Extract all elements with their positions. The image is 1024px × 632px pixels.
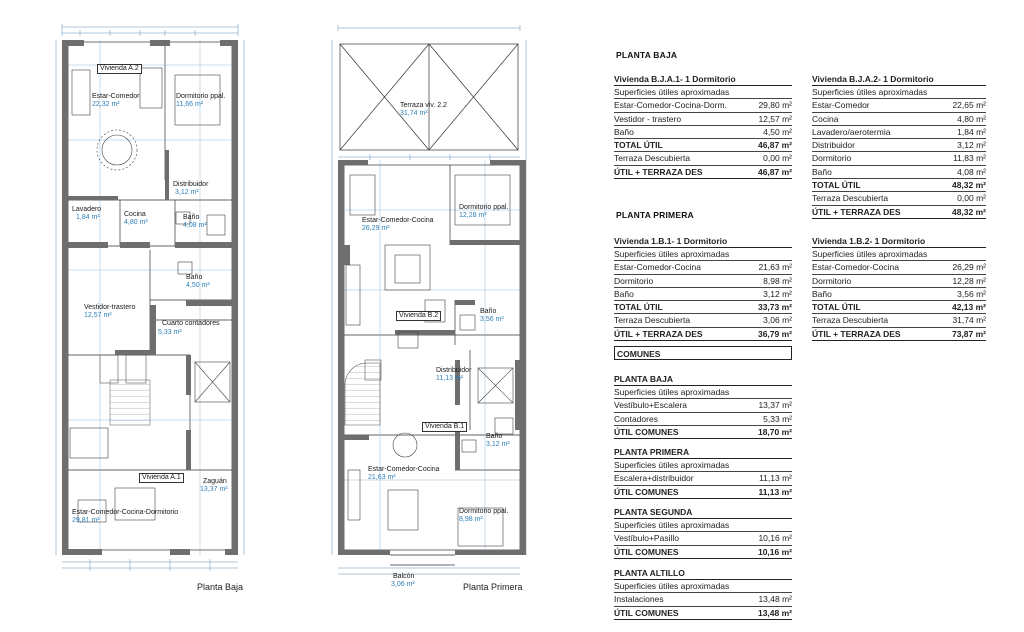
pb-room-name-zaguan: Zaguán xyxy=(203,478,227,485)
table-vivienda-1b1 xyxy=(614,235,792,341)
planta-baja-caption: Planta Baja xyxy=(197,582,244,592)
pp-room-area-dormitorio-b2: 12,28 m² xyxy=(459,212,487,219)
pb-room-name-lavadero: Lavadero xyxy=(72,206,102,213)
planta-primera-caption: Planta Primera xyxy=(463,582,523,592)
table-vivienda-bja1 xyxy=(614,73,792,179)
pp-room-name-estar-b2: Estar-Comedor-Cocina xyxy=(362,217,434,224)
pp-room-area-distribuidor: 11,13 m² xyxy=(436,375,464,382)
table-vivienda-bja2 xyxy=(812,73,986,219)
pp-room-name-bano-b2: Baño xyxy=(480,308,497,315)
table-row: Estar-Comedor 22,65 m² xyxy=(812,99,986,112)
table-row: Terraza Descubierta 0,00 m² xyxy=(614,152,792,165)
table-row-total: TOTAL ÚTIL 46,87 m² xyxy=(614,139,792,152)
pb-room-area-estar-dormitorio: 29,81 m² xyxy=(72,517,100,524)
table-title: Vivienda B.J.A.1- 1 Dormitorio xyxy=(614,73,792,86)
pb-room-name-estar-dormitorio: Estar-Comedor-Cocina-Dormitorio xyxy=(72,509,179,516)
pb-room-area-zaguan: 13,37 m² xyxy=(200,486,228,493)
table-title: PLANTA SEGUNDA xyxy=(614,506,792,519)
table-title: PLANTA BAJA xyxy=(614,373,792,386)
pb-room-area-contadores: 5,33 m² xyxy=(158,329,182,336)
heading-planta-primera: PLANTA PRIMERA xyxy=(616,210,694,220)
planta-baja-stairs xyxy=(110,380,150,425)
table-row: Terraza Descubierta 0,00 m² xyxy=(812,192,986,205)
table-row: Lavadero/aerotermia 1,84 m² xyxy=(812,126,986,139)
pb-room-name-vivienda-a1: Vivienda A.1 xyxy=(139,473,184,483)
pp-room-name-terraza: Terraza viv. 2.2 xyxy=(400,102,447,109)
pp-room-name-estar-b1: Estar-Comedor-Cocina xyxy=(368,466,440,473)
table-subtitle: Superficies útiles aproximadas xyxy=(614,519,792,532)
pb-room-name-bano-2: Baño xyxy=(186,274,203,281)
pp-room-name-distribuidor: Distribuidor xyxy=(436,367,472,374)
pp-room-name-balcon: Balcón xyxy=(393,573,415,580)
pp-room-area-terraza: 31,74 m² xyxy=(400,110,428,117)
pb-room-name-vivienda-a2: Vivienda A.2 xyxy=(97,64,142,74)
table-row: Estar-Comedor-Cocina 21,63 m² xyxy=(614,261,792,274)
table-row: Terraza Descubierta 3,06 m² xyxy=(614,314,792,327)
table-row: Baño 3,56 m² xyxy=(812,288,986,301)
pb-room-name-cocina: Cocina xyxy=(124,211,146,218)
pp-room-name-dormitorio-b2: Dormitorio ppal. xyxy=(459,204,509,211)
pp-room-area-bano-b2: 3,56 m² xyxy=(480,316,504,323)
table-subtitle: Superficies útiles aproximadas xyxy=(614,248,792,261)
table-comunes-planta-primera xyxy=(614,446,792,499)
table-comunes-planta-segunda xyxy=(614,506,792,559)
table-row-grand-total: ÚTIL + TERRAZA DES 46,87 m² xyxy=(614,166,792,179)
pb-room-name-estar-comedor: Estar-Comedor xyxy=(92,93,140,100)
table-row-grand-total: ÚTIL + TERRAZA DES 73,87 m² xyxy=(812,328,986,341)
table-title: PLANTA PRIMERA xyxy=(614,446,792,459)
table-row: Vestíbulo+Escalera 13,37 m² xyxy=(614,399,792,412)
table-row: Baño 4,08 m² xyxy=(812,166,986,179)
table-row: Vestidor - trastero 12,57 m² xyxy=(614,113,792,126)
table-row-grand-total: ÚTIL + TERRAZA DES 36,79 m² xyxy=(614,328,792,341)
pb-room-area-bano-1: 4,08 m² xyxy=(183,222,207,229)
table-row-total: ÚTIL COMUNES 10,16 m² xyxy=(614,546,792,559)
pb-room-area-distribuidor: 3,12 m² xyxy=(175,189,199,196)
pp-room-name-dormitorio-b1: Dormitorio ppal. xyxy=(459,508,509,515)
table-row-total: ÚTIL COMUNES 18,70 m² xyxy=(614,426,792,439)
pb-room-area-dormitorio: 11,66 m² xyxy=(176,101,204,108)
table-row-total: TOTAL ÚTIL 48,32 m² xyxy=(812,179,986,192)
pb-room-name-vestidor: Vestidor-trastero xyxy=(84,304,136,311)
table-row: Baño 4,50 m² xyxy=(614,126,792,139)
table-comunes-planta-altillo xyxy=(614,567,792,620)
pb-room-area-vestidor: 12,57 m² xyxy=(84,312,112,319)
table-row-total: TOTAL ÚTIL 33,73 m² xyxy=(614,301,792,314)
pp-room-area-balcon: 3,06 m² xyxy=(391,581,415,588)
table-row: Terraza Descubierta 31,74 m² xyxy=(812,314,986,327)
table-subtitle: Superficies útiles aproximadas xyxy=(614,580,792,593)
pp-room-name-bano-b1: Baño xyxy=(486,433,503,440)
pb-room-area-lavadero: 1,84 m² xyxy=(76,214,100,221)
table-row: Estar-Comedor-Cocina-Dorm. 29,80 m² xyxy=(614,99,792,112)
table-subtitle: Superficies útiles aproximadas xyxy=(614,386,792,399)
table-subtitle: Superficies útiles aproximadas xyxy=(812,86,986,99)
pb-room-area-estar-comedor: 22,32 m² xyxy=(92,101,120,108)
table-title: Vivienda 1.B.1- 1 Dormitorio xyxy=(614,235,792,248)
pb-room-name-bano-1: Baño xyxy=(183,214,200,221)
pp-room-name-vivienda-b1: Vivienda B.1 xyxy=(422,422,467,432)
table-subtitle: Superficies útiles aproximadas xyxy=(812,248,986,261)
pp-room-area-estar-b1: 21,63 m² xyxy=(368,474,396,481)
table-row: Dormitorio 11,83 m² xyxy=(812,152,986,165)
table-title: PLANTA ALTILLO xyxy=(614,567,792,580)
table-row-total: TOTAL ÚTIL 42,13 m² xyxy=(812,301,986,314)
pb-room-area-bano-2: 4,50 m² xyxy=(186,282,210,289)
table-row-total: ÚTIL COMUNES 13,48 m² xyxy=(614,607,792,620)
table-row: Dormitorio 12,28 m² xyxy=(812,275,986,288)
table-title: Vivienda 1.B.2- 1 Dormitorio xyxy=(812,235,986,248)
table-comunes-planta-baja xyxy=(614,373,792,439)
table-row: Distribuidor 3,12 m² xyxy=(812,139,986,152)
pp-room-name-vivienda-b2: Vivienda B.2 xyxy=(396,311,441,321)
pb-room-name-contadores: Cuarto contadores xyxy=(162,320,220,327)
pb-room-name-distribuidor: Distribuidor xyxy=(173,181,209,188)
table-row: Instalaciones 13,48 m² xyxy=(614,593,792,606)
pb-room-name-dormitorio: Dormitorio ppal. xyxy=(176,93,226,100)
pp-room-area-estar-b2: 26,29 m² xyxy=(362,225,390,232)
table-row: Baño 3,12 m² xyxy=(614,288,792,301)
table-vivienda-1b2 xyxy=(812,235,986,341)
planta-primera-stairs xyxy=(345,363,380,425)
table-subtitle: Superficies útiles aproximadas xyxy=(614,459,792,472)
pp-room-area-bano-b1: 3,12 m² xyxy=(486,441,510,448)
table-row-total: ÚTIL COMUNES 11,13 m² xyxy=(614,486,792,499)
table-row: Contadores 5,33 m² xyxy=(614,413,792,426)
table-row-grand-total: ÚTIL + TERRAZA DES 48,32 m² xyxy=(812,206,986,219)
heading-comunes: COMUNES xyxy=(614,346,792,360)
heading-planta-baja: PLANTA BAJA xyxy=(616,50,678,60)
table-row: Dormitorio 8,98 m² xyxy=(614,275,792,288)
pp-room-area-dormitorio-b1: 8,98 m² xyxy=(459,516,483,523)
table-row: Cocina 4,80 m² xyxy=(812,113,986,126)
table-subtitle: Superficies útiles aproximadas xyxy=(614,86,792,99)
table-row: Vestíbulo+Pasillo 10,16 m² xyxy=(614,532,792,545)
table-title: Vivienda B.J.A.2- 1 Dormitorio xyxy=(812,73,986,86)
pb-room-area-cocina: 4,80 m² xyxy=(124,219,148,226)
table-row: Escalera+distribuidor 11,13 m² xyxy=(614,472,792,485)
table-row: Estar-Comedor-Cocina 26,29 m² xyxy=(812,261,986,274)
